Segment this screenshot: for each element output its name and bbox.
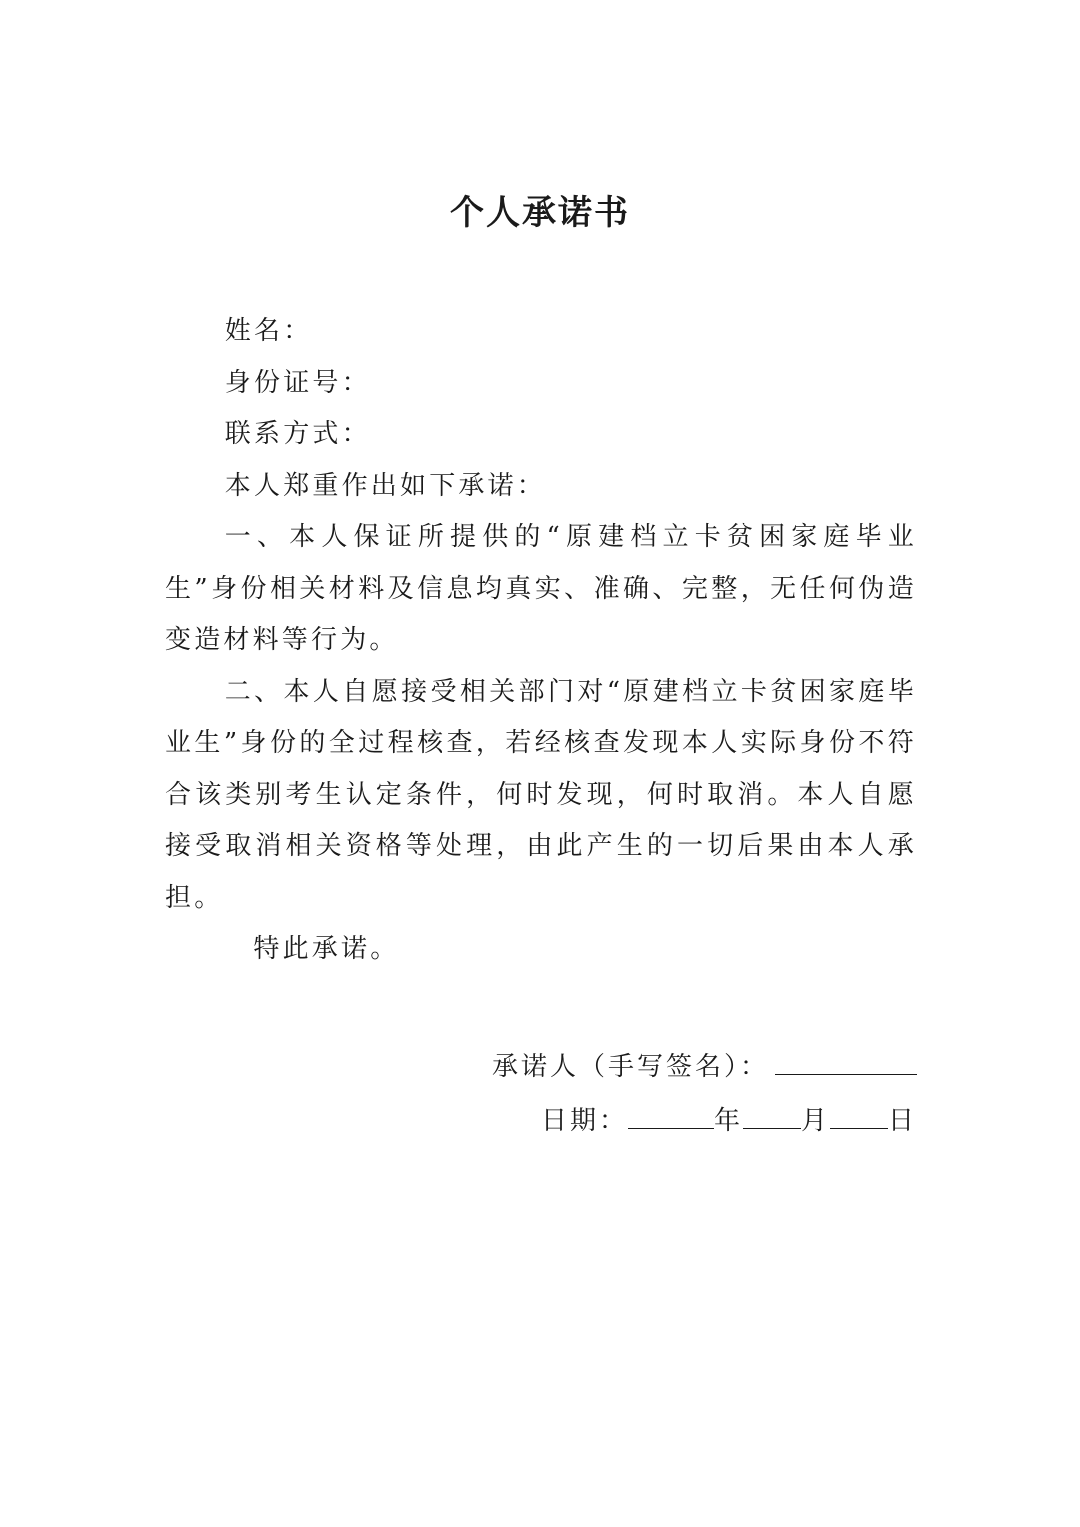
contact-field-label: 联系方式： (224, 419, 371, 449)
signature-block (492, 1040, 917, 1148)
signer-label: 承诺人（手写签名）： (491, 1052, 769, 1082)
commitment-item-2: 二、本人自愿接受相关部门对“原建档立卡贫困家庭毕业生”身份的全过程核查，若经核查发现本人实际身份不符合该类别考生认定条件，何时发现，何时取消。本人自愿接受取消相关资格等处理，由此产生的一切后果由本人承担。 (165, 676, 917, 913)
year-blank (628, 1102, 714, 1129)
month-blank (743, 1102, 801, 1129)
date-row (492, 1094, 917, 1148)
month-label: 月 (800, 1106, 830, 1136)
commitment-item-1: 一、本人保证所提供的“原建档立卡贫困家庭毕业生”身份相关材料及信息均真实、准确、完整，无任何伪造变造材料等行为。 (165, 522, 917, 655)
day-blank (830, 1102, 888, 1129)
year-label: 年 (713, 1106, 743, 1136)
id-number-field-label: 身份证号： (224, 367, 371, 398)
date-label: 日期： (540, 1106, 628, 1136)
commitment-closing: 特此承诺。 (253, 934, 400, 964)
signature-blank (775, 1048, 917, 1075)
document-title: 个人承诺书 (450, 193, 630, 233)
document-body (165, 306, 917, 976)
day-label: 日 (887, 1106, 917, 1136)
commitment-intro: 本人郑重作出如下承诺： (224, 470, 546, 501)
signer-row (492, 1040, 917, 1094)
name-field-label: 姓名： (224, 316, 313, 346)
